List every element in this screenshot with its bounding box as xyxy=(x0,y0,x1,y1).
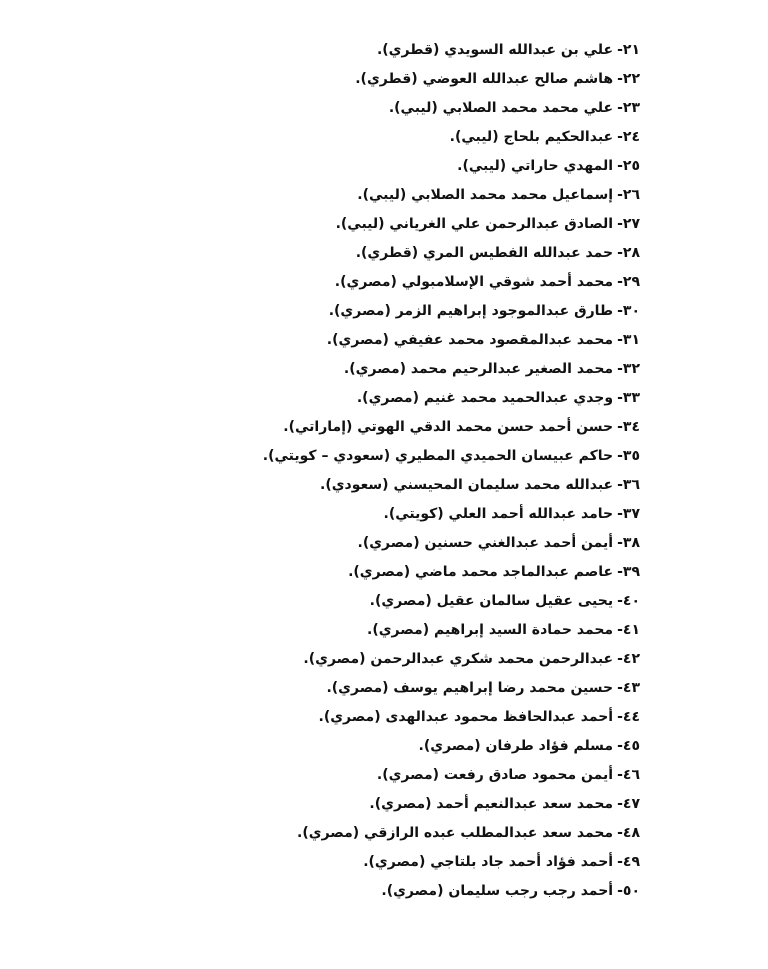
entry-text: أيمن أحمد عبدالغني حسنين (مصري). xyxy=(357,535,614,551)
list-item xyxy=(80,645,640,674)
entry-text: عبدالحكيم بلحاج (ليبي). xyxy=(449,129,614,145)
document-page xyxy=(80,36,640,906)
entry-text: علي بن عبدالله السويدي (قطري). xyxy=(376,42,614,58)
entry-number: ٣٦- xyxy=(617,477,640,493)
entry-text: هاشم صالح عبدالله العوضي (قطري). xyxy=(355,71,614,87)
entry-number: ٣٣- xyxy=(617,390,640,406)
list-item xyxy=(80,848,640,877)
entry-number: ٤٠- xyxy=(617,593,640,609)
entry-number: ٤٧- xyxy=(617,796,640,812)
entry-number: ٢٩- xyxy=(617,274,640,290)
entry-text: محمد أحمد شوقي الإسلامبولي (مصري). xyxy=(334,274,614,290)
entry-text: محمد حمادة السيد إبراهيم (مصري). xyxy=(367,622,614,638)
entry-text: حاكم عبيسان الحميدي المطيري (سعودي – كويتي). xyxy=(262,448,614,464)
entry-number: ٣٠- xyxy=(617,303,640,319)
list-item xyxy=(80,384,640,413)
list-item xyxy=(80,65,640,94)
list-item xyxy=(80,558,640,587)
entry-text: أحمد عبدالحافظ محمود عبدالهدى (مصري). xyxy=(318,709,614,725)
list-item xyxy=(80,210,640,239)
list-item xyxy=(80,790,640,819)
list-item xyxy=(80,761,640,790)
entry-number: ٣١- xyxy=(617,332,640,348)
entry-number: ٣٧- xyxy=(617,506,640,522)
entry-number: ٤٨- xyxy=(617,825,640,841)
entry-text: طارق عبدالموجود إبراهيم الزمر (مصري). xyxy=(328,303,614,319)
entry-text: يحيى عقيل سالمان عقيل (مصري). xyxy=(369,593,614,609)
entry-text: أحمد فؤاد أحمد جاد بلتاجي (مصري). xyxy=(363,854,614,870)
entry-text: إسماعيل محمد محمد الصلابي (ليبي). xyxy=(357,187,614,203)
entry-number: ٣٨- xyxy=(617,535,640,551)
entry-number: ٤٦- xyxy=(617,767,640,783)
list-item xyxy=(80,819,640,848)
list-item xyxy=(80,616,640,645)
entry-number: ٤٩- xyxy=(617,854,640,870)
entry-number: ٢٧- xyxy=(617,216,640,232)
entry-text: محمد عبدالمقصود محمد عفيفي (مصري). xyxy=(326,332,614,348)
entry-text: محمد الصغير عبدالرحيم محمد (مصري). xyxy=(343,361,614,377)
list-item xyxy=(80,500,640,529)
entry-number: ٢٣- xyxy=(617,100,640,116)
entry-number: ٤٤- xyxy=(617,709,640,725)
list-item xyxy=(80,326,640,355)
names-list xyxy=(80,36,640,906)
entry-number: ٢١- xyxy=(617,42,640,58)
entry-text: عاصم عبدالماجد محمد ماضي (مصري). xyxy=(348,564,614,580)
list-item xyxy=(80,297,640,326)
list-item xyxy=(80,152,640,181)
entry-text: وجدي عبدالحميد محمد غنيم (مصري). xyxy=(356,390,614,406)
entry-text: حسين محمد رضا إبراهيم يوسف (مصري). xyxy=(326,680,614,696)
entry-text: مسلم فؤاد طرفان (مصري). xyxy=(418,738,614,754)
entry-number: ٤٥- xyxy=(617,738,640,754)
list-item xyxy=(80,181,640,210)
entry-number: ٤١- xyxy=(617,622,640,638)
entry-number: ٣٥- xyxy=(617,448,640,464)
list-item xyxy=(80,355,640,384)
list-item xyxy=(80,877,640,906)
entry-number: ٢٢- xyxy=(617,71,640,87)
entry-text: عبدالرحمن محمد شكري عبدالرحمن (مصري). xyxy=(303,651,614,667)
entry-text: حمد عبدالله الفطيس المري (قطري). xyxy=(355,245,614,261)
entry-text: عبدالله محمد سليمان المحيسني (سعودي). xyxy=(320,477,614,493)
list-item xyxy=(80,36,640,65)
entry-number: ٤٢- xyxy=(617,651,640,667)
list-item xyxy=(80,239,640,268)
entry-text: المهدي حاراتي (ليبي). xyxy=(457,158,614,174)
entry-number: ٢٦- xyxy=(617,187,640,203)
list-item xyxy=(80,471,640,500)
entry-number: ٢٥- xyxy=(617,158,640,174)
entry-text: محمد سعد عبدالمطلب عبده الرازقي (مصري). xyxy=(297,825,614,841)
entry-number: ٣٤- xyxy=(617,419,640,435)
entry-number: ٢٤- xyxy=(617,129,640,145)
list-item xyxy=(80,442,640,471)
entry-text: أحمد رجب رجب سليمان (مصري). xyxy=(381,883,614,899)
list-item xyxy=(80,587,640,616)
entry-number: ٣٢- xyxy=(617,361,640,377)
entry-number: ٢٨- xyxy=(617,245,640,261)
entry-text: حامد عبدالله أحمد العلي (كويتي). xyxy=(383,506,614,522)
list-item xyxy=(80,268,640,297)
list-item xyxy=(80,674,640,703)
list-item xyxy=(80,732,640,761)
entry-number: ٥٠- xyxy=(617,883,640,899)
list-item xyxy=(80,413,640,442)
list-item xyxy=(80,703,640,732)
list-item xyxy=(80,529,640,558)
entry-text: أيمن محمود صادق رفعت (مصري). xyxy=(376,767,614,783)
entry-text: حسن أحمد حسن محمد الدقي الهوتي (إماراتي). xyxy=(283,419,614,435)
list-item xyxy=(80,94,640,123)
entry-text: علي محمد محمد الصلابي (ليبي). xyxy=(388,100,614,116)
entry-text: الصادق عبدالرحمن علي الغرياني (ليبي). xyxy=(335,216,614,232)
entry-text: محمد سعد عبدالنعيم أحمد (مصري). xyxy=(369,796,614,812)
entry-number: ٤٣- xyxy=(617,680,640,696)
list-item xyxy=(80,123,640,152)
entry-number: ٣٩- xyxy=(617,564,640,580)
